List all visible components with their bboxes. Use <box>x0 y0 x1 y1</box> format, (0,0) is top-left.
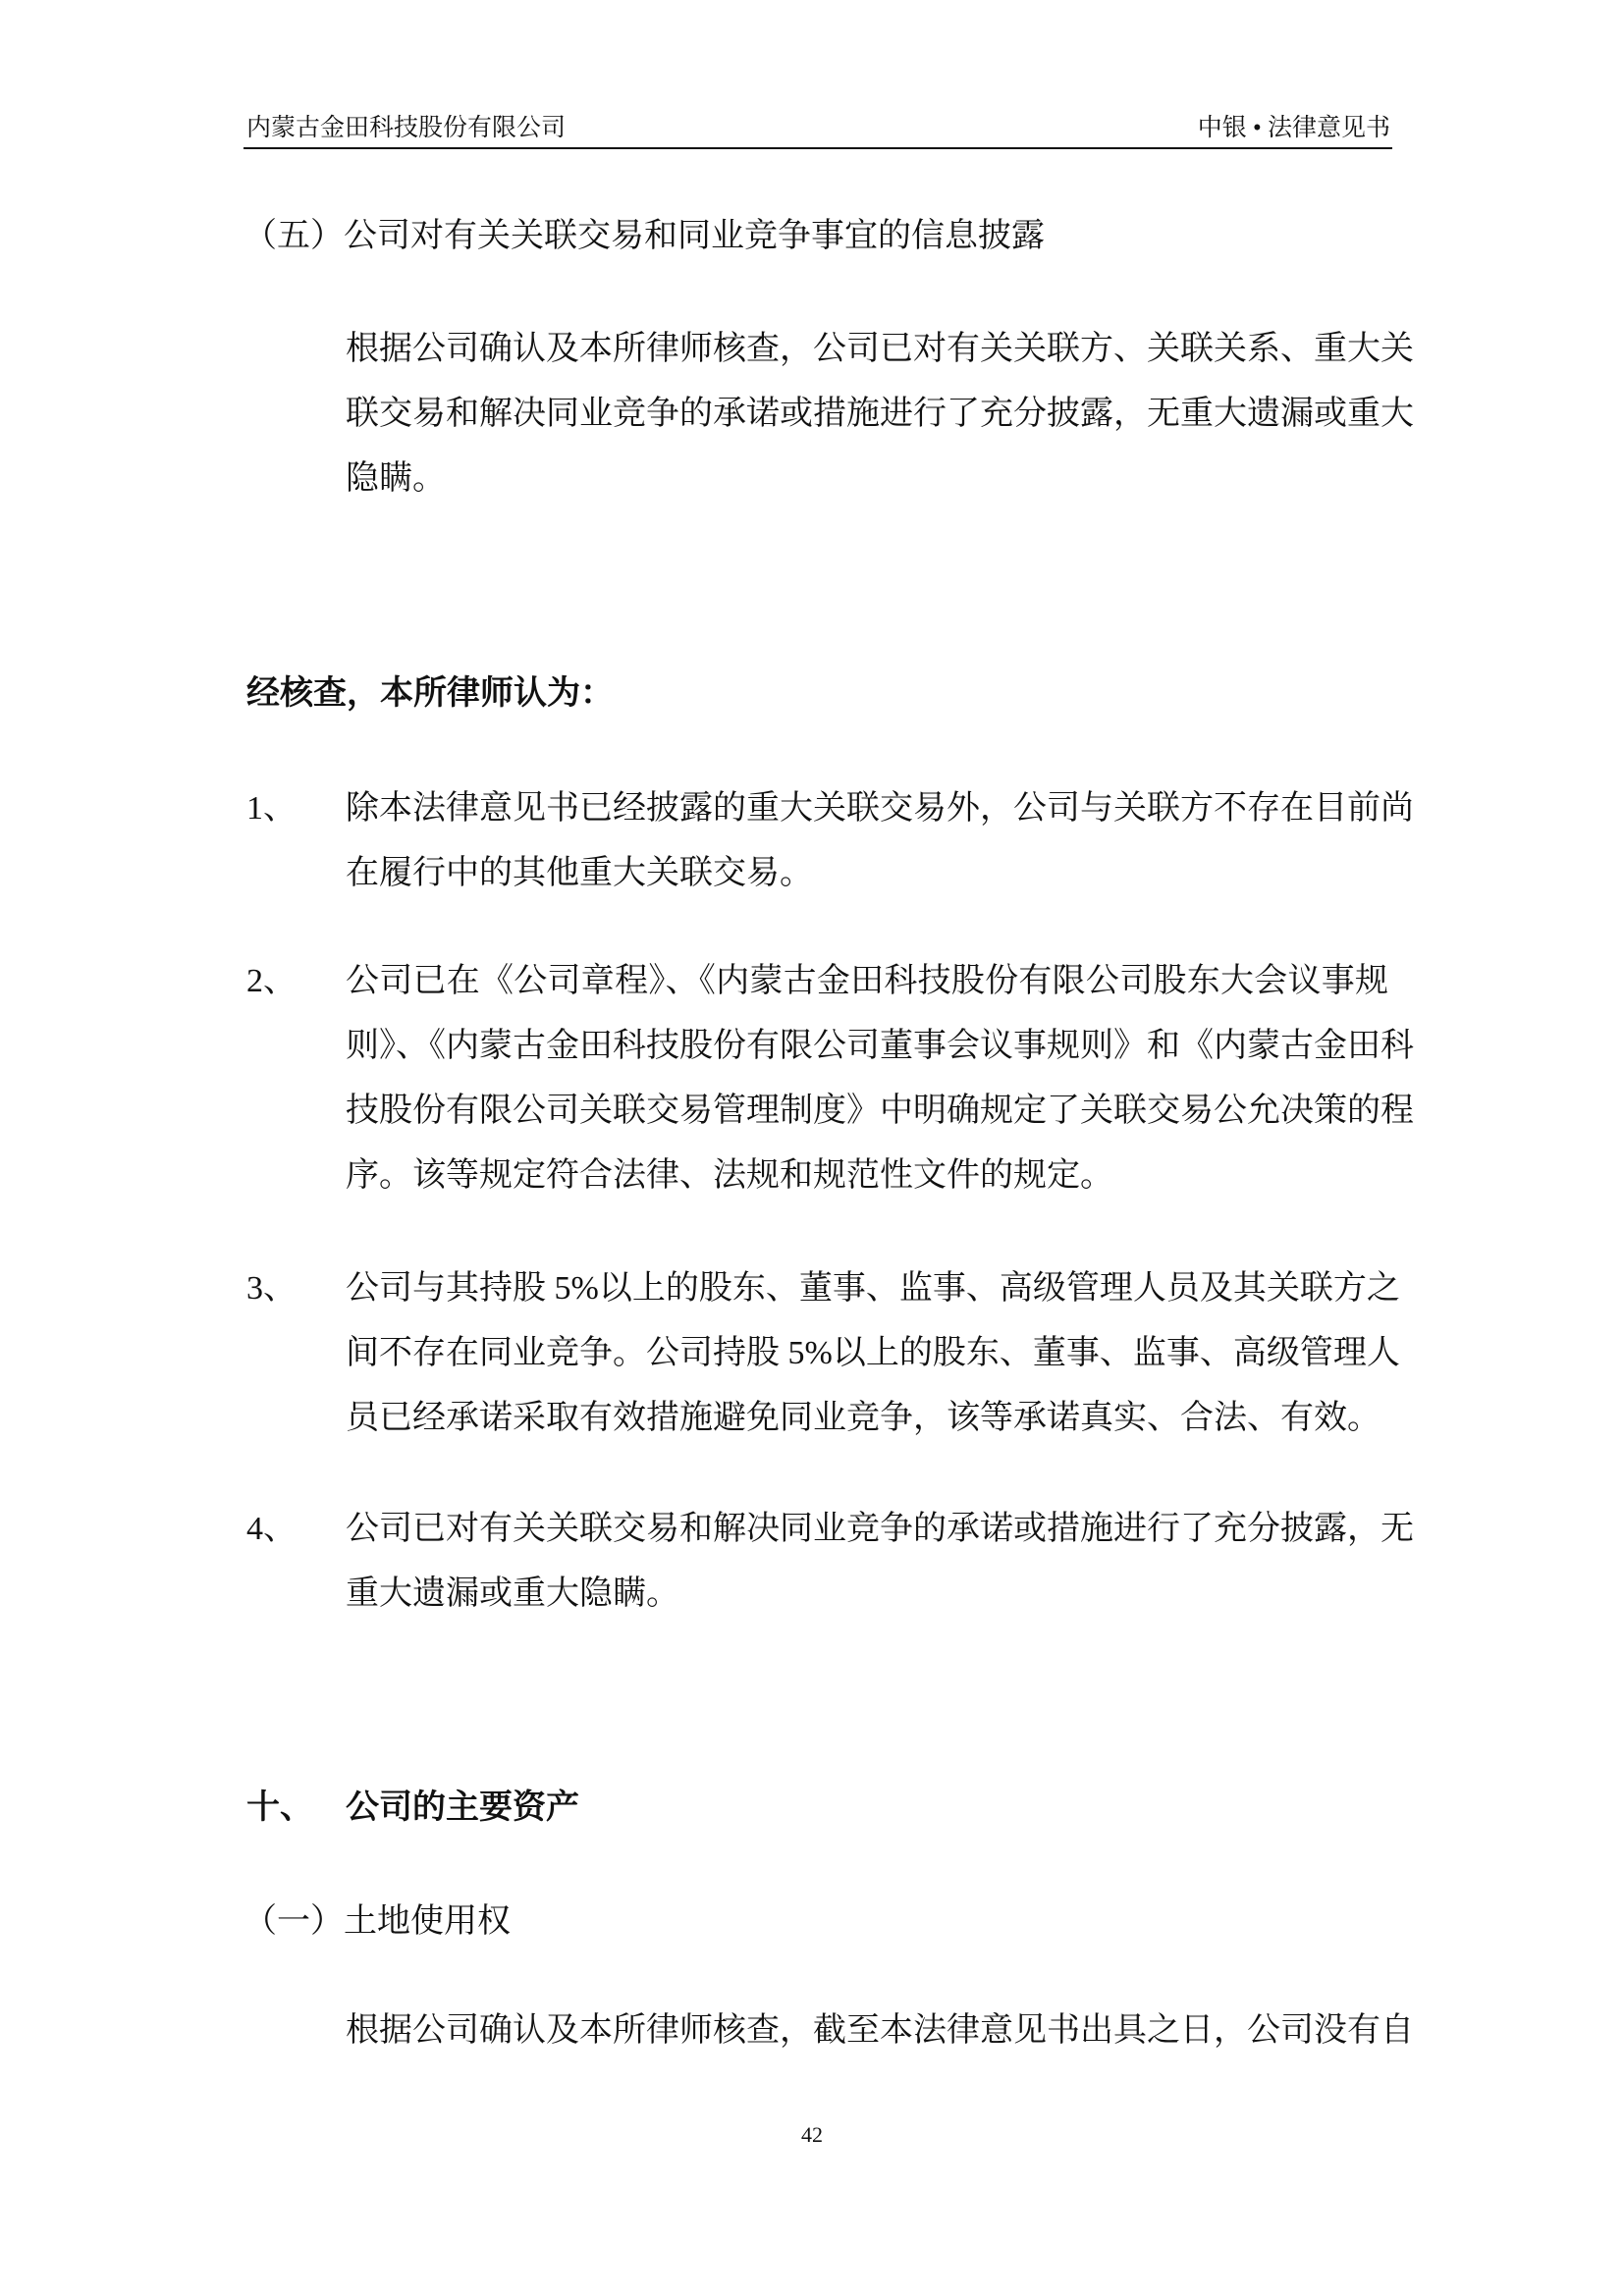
page-number: 42 <box>801 2122 823 2147</box>
conclusion-heading: 经核查，本所律师认为： <box>246 675 614 712</box>
paragraph-line: 根据公司确认及本所律师核查，公司已对有关关联方、关联关系、重大关 <box>346 331 1414 367</box>
subsection-heading: （五）公司对有关关联交易和同业竞争事宜的信息披露 <box>244 218 1045 254</box>
list-item-line: 员已经承诺采取有效措施避免同业竞争，该等承诺真实、合法、有效。 <box>346 1400 1380 1436</box>
list-item-number: 4、 <box>246 1511 297 1547</box>
section-title: 公司的主要资产 <box>346 1789 579 1826</box>
list-item-line: 公司与其持股 5%以上的股东、董事、监事、高级管理人员及其关联方之 <box>346 1270 1400 1307</box>
section-number: 十、 <box>246 1789 313 1826</box>
paragraph-line: 联交易和解决同业竞争的承诺或措施进行了充分披露，无重大遗漏或重大 <box>346 396 1414 432</box>
paragraph-line: 隐瞒。 <box>346 460 446 497</box>
list-item-number: 3、 <box>246 1270 297 1307</box>
list-item-number: 2、 <box>246 963 297 999</box>
list-item-line: 在履行中的其他重大关联交易。 <box>346 855 813 891</box>
list-item-line: 除本法律意见书已经披露的重大关联交易外，公司与关联方不存在目前尚 <box>346 790 1414 827</box>
list-item-line: 公司已在《公司章程》、《内蒙古金田科技股份有限公司股东大会议事规 <box>346 963 1388 999</box>
list-item-line: 则》、《内蒙古金田科技股份有限公司董事会议事规则》和《内蒙古金田科 <box>346 1028 1414 1064</box>
list-item-line: 序。该等规定符合法律、法规和规范性文件的规定。 <box>346 1157 1113 1194</box>
list-item-line: 技股份有限公司关联交易管理制度》中明确规定了关联交易公允决策的程 <box>346 1093 1414 1129</box>
header-company-name: 内蒙古金田科技股份有限公司 <box>246 115 567 141</box>
paragraph-line: 根据公司确认及本所律师核查，截至本法律意见书出具之日，公司没有自 <box>346 2012 1414 2049</box>
list-item-line: 重大遗漏或重大隐瞒。 <box>346 1575 679 1612</box>
subsection-heading: （一）土地使用权 <box>244 1903 511 1940</box>
list-item-number: 1、 <box>246 790 297 827</box>
header-divider <box>244 147 1392 149</box>
header-document-title: 中银 • 法律意见书 <box>1197 115 1390 141</box>
list-item-line: 间不存在同业竞争。公司持股 5%以上的股东、董事、监事、高级管理人 <box>346 1335 1400 1371</box>
list-item-line: 公司已对有关关联交易和解决同业竞争的承诺或措施进行了充分披露，无 <box>346 1511 1414 1547</box>
